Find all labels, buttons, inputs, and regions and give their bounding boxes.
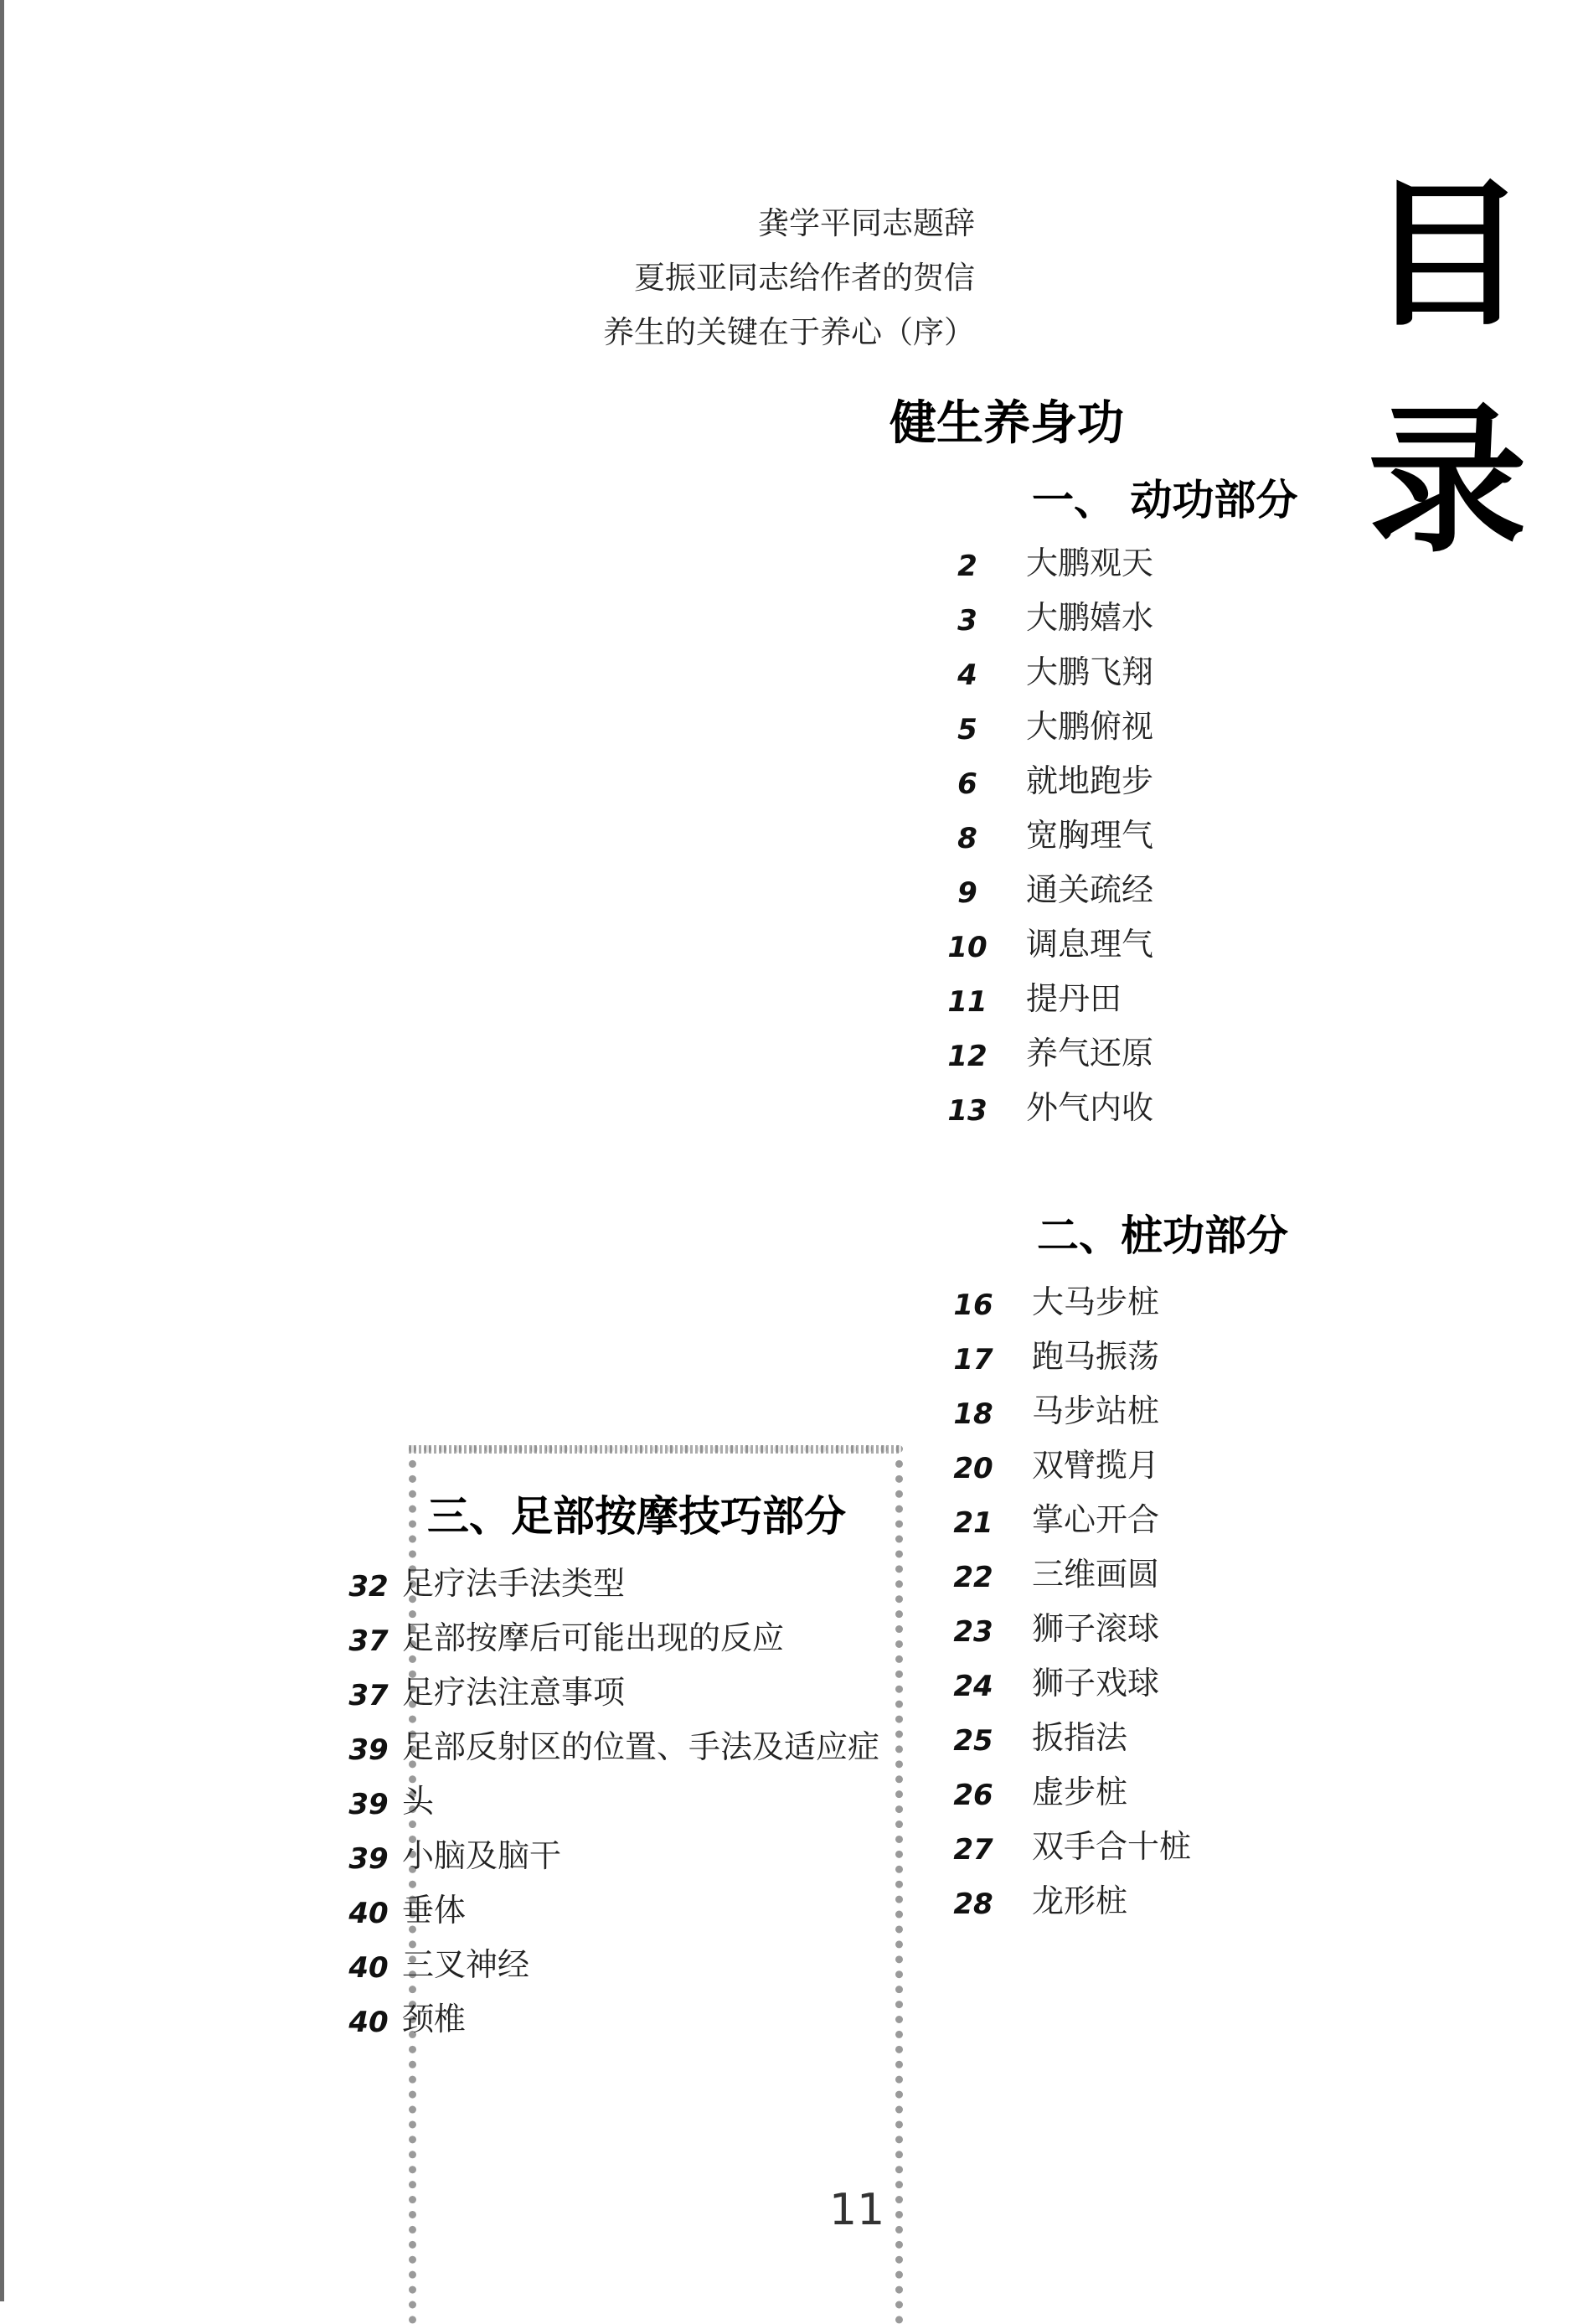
entry-title: 三叉神经 (402, 1946, 530, 1983)
page-number: 37 (348, 1624, 389, 1658)
entry-title: 狮子滚球 (1032, 1610, 1160, 1647)
section-heading: 一、 动功部分 (1032, 476, 1298, 524)
page-number: 20 (953, 1452, 993, 1485)
page-number: 18 (953, 1397, 993, 1431)
page-number: 39 (348, 1733, 389, 1767)
page-number: 11 (947, 985, 988, 1019)
entry-title: 足疗法手法类型 (402, 1565, 626, 1602)
page-number: 2 (957, 550, 977, 583)
entry-title: 小脑及脑干 (402, 1837, 562, 1874)
entry-title: 大马步桩 (1032, 1283, 1160, 1320)
page-edge (0, 0, 4, 2301)
entry-title: 养气还原 (1026, 1035, 1154, 1072)
section-heading: 二、桩功部分 (1037, 1211, 1288, 1260)
entry-title: 三维画圆 (1032, 1556, 1160, 1593)
page-number: 27 (953, 1833, 993, 1867)
entry-title: 大鹏俯视 (1026, 708, 1154, 745)
entry-title: 龙形桩 (1032, 1882, 1128, 1919)
page-number: 40 (348, 1951, 389, 1985)
entry-title: 提丹田 (1026, 980, 1122, 1017)
page-number: 17 (953, 1343, 993, 1376)
entry-title: 双臂揽月 (1032, 1447, 1160, 1484)
entry-title: 狮子戏球 (1032, 1665, 1160, 1702)
page-number: 40 (348, 2006, 389, 2039)
entry-title: 颈椎 (402, 2001, 467, 2037)
entry-title: 虚步桩 (1032, 1774, 1128, 1810)
page-number: 39 (348, 1788, 389, 1821)
entry-title: 双手合十桩 (1032, 1828, 1192, 1865)
entry-title: 扳指法 (1032, 1719, 1128, 1756)
entry-title: 足部反射区的位置、手法及适应症 (402, 1728, 880, 1765)
page-number: 32 (348, 1570, 389, 1604)
front-matter-item: 夏振亚同志给作者的贺信 (634, 260, 975, 296)
entry-title: 跑马振荡 (1032, 1338, 1160, 1375)
entry-title: 垂体 (402, 1892, 467, 1929)
entry-title: 大鹏嬉水 (1026, 599, 1154, 636)
page-number: 6 (957, 767, 977, 801)
page-number: 24 (953, 1670, 993, 1703)
main-heading: 健生养身功 (890, 396, 1124, 451)
page-number: 12 (947, 1040, 988, 1073)
entry-title: 外气内收 (1026, 1089, 1154, 1126)
entry-title: 头 (402, 1783, 435, 1820)
page-number: 22 (953, 1561, 993, 1594)
entry-title: 宽胸理气 (1026, 817, 1154, 854)
page-number: 25 (953, 1724, 993, 1758)
entry-title: 大鹏飞翔 (1026, 653, 1154, 690)
page-number-footer: 11 (829, 2185, 885, 2235)
entry-title: 马步站桩 (1032, 1392, 1160, 1429)
page-number: 3 (957, 604, 977, 638)
entry-title: 大鹏观天 (1026, 545, 1154, 581)
front-matter-item: 养生的关键在于养心（序） (603, 314, 975, 350)
entry-title: 足疗法注意事项 (402, 1674, 626, 1711)
page-number: 16 (953, 1289, 993, 1322)
page-number: 26 (953, 1779, 993, 1812)
title-char: 目 (1367, 163, 1527, 348)
title-char: 录 (1367, 389, 1527, 574)
page-number: 9 (957, 876, 977, 910)
toc-title (1364, 163, 1531, 628)
entry-title: 通关疏经 (1026, 871, 1154, 908)
page-number: 13 (947, 1094, 988, 1128)
entry-title: 就地跑步 (1026, 762, 1154, 799)
page-number: 28 (953, 1888, 993, 1921)
frame-top-edge (409, 1445, 901, 1454)
front-matter-item: 龚学平同志题辞 (758, 205, 975, 241)
page-number: 37 (348, 1679, 389, 1712)
entry-title: 足部按摩后可能出现的反应 (402, 1619, 785, 1656)
entry-title: 调息理气 (1026, 926, 1154, 963)
page-number: 23 (953, 1615, 993, 1649)
section-heading: 三、足部按摩技巧部分 (427, 1492, 846, 1541)
entry-title: 掌心开合 (1032, 1501, 1160, 1538)
page-number: 21 (953, 1506, 993, 1540)
page-number: 4 (957, 658, 977, 692)
page-number: 8 (957, 822, 977, 855)
page-number: 10 (947, 931, 988, 964)
page-number: 39 (348, 1842, 389, 1876)
page-number: 5 (957, 713, 977, 746)
page-number: 40 (348, 1897, 389, 1930)
